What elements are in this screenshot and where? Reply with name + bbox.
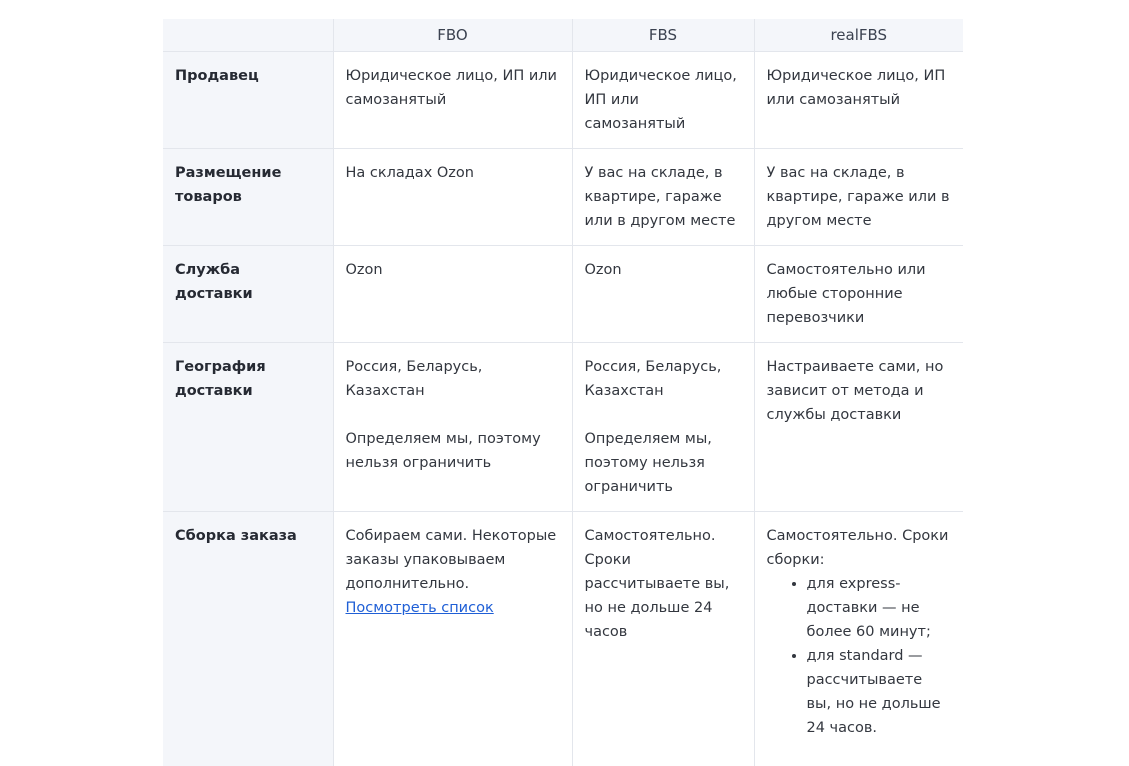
row-label-seller: Продавец	[163, 52, 333, 149]
header-realfbs: realFBS	[754, 19, 963, 52]
cell-seller-realfbs: Юридическое лицо, ИП или самозанятый	[754, 52, 963, 149]
table-row	[163, 52, 963, 149]
cell-seller-fbo: Юридическое лицо, ИП или самозанятый	[333, 52, 572, 149]
header-fbo: FBO	[333, 19, 572, 52]
row-label-geography: География доставки	[163, 343, 333, 512]
cell-delivery-fbs: Ozon	[572, 246, 754, 343]
row-label-assembly: Сборка заказа	[163, 512, 333, 766]
geography-fbs-countries: Россия, Беларусь, Казахстан	[585, 355, 742, 403]
comparison-table-container	[163, 19, 963, 766]
cell-placement-fbo: На складах Ozon	[333, 149, 572, 246]
list-item: • для express-доставки — не более 60 минут;	[807, 572, 952, 644]
assembly-realfbs-intro: Самостоятельно. Сроки сборки:	[767, 524, 952, 572]
cell-delivery-realfbs: Самостоятельно или любые сторонние перевозчики	[754, 246, 963, 343]
cell-seller-fbs: Юридическое лицо, ИП или самозанятый	[572, 52, 754, 149]
cell-delivery-fbo: Ozon	[333, 246, 572, 343]
row-label-delivery-service: Служба доставки	[163, 246, 333, 343]
cell-placement-fbs: У вас на складе, в квартире, гараже или в другом месте	[572, 149, 754, 246]
geography-fbo-countries: Россия, Беларусь, Казахстан	[346, 355, 560, 403]
table-row	[163, 343, 963, 512]
table-row	[163, 512, 963, 766]
cell-geography-realfbs: Настраиваете сами, но зависит от метода и службы доставки	[754, 343, 963, 512]
assembly-fbo-text: Собираем сами. Некоторые заказы упаковываем дополнительно.	[346, 528, 557, 592]
cell-assembly-fbo	[333, 512, 572, 766]
table-row	[163, 246, 963, 343]
cell-geography-fbo	[333, 343, 572, 512]
cell-assembly-realfbs	[754, 512, 963, 766]
cell-placement-realfbs: У вас на складе, в квартире, гараже или в другом месте	[754, 149, 963, 246]
header-fbs: FBS	[572, 19, 754, 52]
cell-assembly-fbs: Самостоятельно. Сроки рассчитываете вы, но не дольше 24 часов	[572, 512, 754, 766]
comparison-table	[163, 19, 963, 766]
table-header-row	[163, 19, 963, 52]
cell-geography-fbs	[572, 343, 754, 512]
header-empty-cell	[163, 19, 333, 52]
geography-fbo-note: Определяем мы, поэтому нельзя ограничить	[346, 427, 560, 475]
assembly-realfbs-list	[767, 572, 952, 740]
row-label-placement: Размещение товаров	[163, 149, 333, 246]
view-list-link[interactable]: Посмотреть список	[346, 600, 494, 616]
geography-fbs-note: Определяем мы, поэтому нельзя ограничить	[585, 427, 742, 499]
list-item: • для standard — рассчитываете вы, но не дольше 24 часов.	[807, 644, 952, 740]
table-row	[163, 149, 963, 246]
